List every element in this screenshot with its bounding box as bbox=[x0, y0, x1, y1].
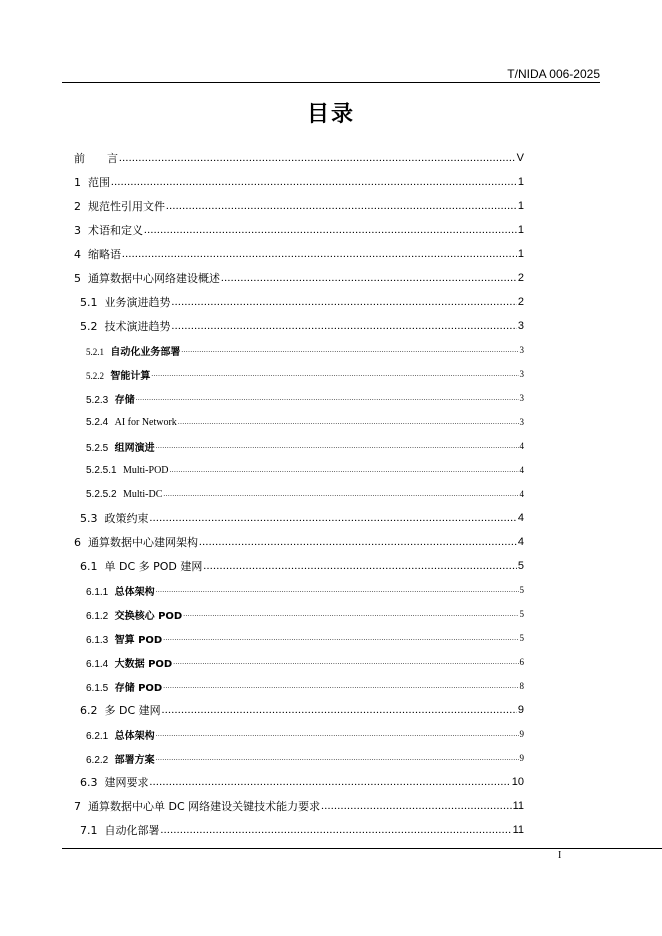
toc-entry-title bbox=[74, 246, 122, 262]
toc-entry-gap bbox=[98, 776, 105, 789]
toc-entry-number: 6.1.2 bbox=[86, 610, 109, 622]
toc-page-number: 5 bbox=[519, 609, 524, 619]
toc-entry[interactable] bbox=[74, 218, 524, 242]
toc-entry-number: 1 bbox=[74, 176, 81, 189]
toc-leader-dots bbox=[119, 153, 516, 163]
toc-entry-number: 6.1.1 bbox=[86, 586, 109, 598]
page-header-id: T/NIDA 006-2025 bbox=[507, 67, 600, 81]
toc-page-number: 5 bbox=[519, 633, 524, 643]
toc-entry-title bbox=[74, 174, 111, 190]
toc-leader-dots bbox=[181, 345, 518, 355]
toc-entry[interactable] bbox=[74, 770, 524, 794]
toc-entry[interactable] bbox=[74, 650, 524, 674]
footer-page-number: I bbox=[558, 850, 562, 861]
toc-page-number: 3 bbox=[519, 393, 524, 403]
toc-entry[interactable] bbox=[74, 434, 524, 458]
toc-entry-label: 自动化业务部署 bbox=[110, 346, 181, 358]
toc-leader-dots bbox=[321, 801, 511, 811]
toc-entry[interactable] bbox=[74, 578, 524, 602]
toc-page-number: 4 bbox=[517, 536, 524, 548]
toc-entry-label: 政策约束 bbox=[104, 512, 149, 525]
toc-entry[interactable] bbox=[74, 746, 524, 770]
toc-entry-title bbox=[86, 465, 170, 476]
toc-page-number: 11 bbox=[512, 800, 524, 812]
toc-page-number: 3 bbox=[519, 417, 524, 427]
toc-page-number: 6 bbox=[519, 657, 524, 667]
toc-entry-title bbox=[86, 583, 156, 598]
toc-entry[interactable] bbox=[74, 698, 524, 722]
toc-entry[interactable] bbox=[74, 290, 524, 314]
toc-entry-number: 5.2.5.2 bbox=[86, 488, 117, 500]
toc-entry-number: 5.2.4 bbox=[86, 416, 109, 428]
toc-entry[interactable] bbox=[74, 314, 524, 338]
toc-entry-label: 智算 POD bbox=[114, 634, 163, 646]
toc-leader-dots bbox=[183, 609, 518, 619]
toc-entry[interactable] bbox=[74, 146, 524, 170]
toc-entry-label: Multi-POD bbox=[122, 464, 169, 476]
toc-entry-title bbox=[86, 655, 173, 670]
toc-entry-gap bbox=[98, 296, 105, 309]
toc-entry[interactable] bbox=[74, 266, 524, 290]
toc-page-number: 4 bbox=[519, 489, 524, 499]
toc-entry-title bbox=[86, 417, 178, 428]
toc-entry-number: 5 bbox=[74, 272, 81, 285]
toc-entry[interactable] bbox=[74, 794, 524, 818]
toc-entry-title bbox=[80, 558, 203, 574]
toc-leader-dots bbox=[144, 225, 517, 235]
toc-entry-number: 5.2.1 bbox=[86, 346, 104, 357]
toc-entry-title bbox=[74, 150, 119, 166]
toc-entry[interactable] bbox=[74, 338, 524, 362]
toc-entry-title bbox=[74, 534, 199, 550]
toc-entry-title bbox=[74, 270, 221, 286]
toc-entry-number: 5.2.2 bbox=[86, 370, 104, 381]
toc-page-number: 2 bbox=[517, 272, 524, 284]
toc-entry-number: 5.2.5.1 bbox=[86, 464, 117, 476]
toc-leader-dots bbox=[150, 513, 517, 523]
toc-entry-number: 5.3 bbox=[80, 512, 98, 525]
toc-entry-gap bbox=[98, 824, 105, 837]
toc-entry-label: 总体架构 bbox=[114, 586, 155, 598]
toc-page-number: 3 bbox=[519, 345, 524, 355]
toc-entry-gap bbox=[81, 224, 88, 237]
toc-entry[interactable] bbox=[74, 410, 524, 434]
toc-entry-number: 前 言 bbox=[74, 152, 118, 165]
toc-entry[interactable] bbox=[74, 362, 524, 386]
toc-entry-title bbox=[74, 222, 144, 238]
toc-leader-dots bbox=[163, 681, 518, 691]
toc-entry[interactable] bbox=[74, 818, 524, 842]
toc-entry-label: 通算数据中心网络建设概述 bbox=[88, 272, 220, 285]
toc-entry-title bbox=[80, 510, 150, 526]
toc-leader-dots bbox=[173, 657, 518, 667]
toc-page-number: 4 bbox=[519, 441, 524, 451]
toc-leader-dots bbox=[156, 441, 519, 451]
toc-entry-number: 5.2.3 bbox=[86, 394, 109, 406]
toc-entry-label: 大数据 POD bbox=[114, 658, 173, 670]
toc-page-number: 5 bbox=[519, 585, 524, 595]
toc-entry-title bbox=[74, 198, 166, 214]
toc-entry-gap bbox=[98, 560, 105, 573]
toc-entry-gap bbox=[98, 320, 105, 333]
toc-page-number: 2 bbox=[517, 296, 524, 308]
toc-entry-label: 建网要求 bbox=[104, 776, 149, 789]
toc-leader-dots bbox=[162, 705, 517, 715]
toc-entry-number: 6.1 bbox=[80, 560, 98, 573]
toc-entry-label: AI for Network bbox=[114, 416, 177, 428]
toc-entry[interactable] bbox=[74, 530, 524, 554]
toc-page-number: 10 bbox=[511, 776, 524, 788]
toc-leader-dots bbox=[111, 177, 517, 187]
toc-entry-title bbox=[86, 439, 156, 454]
toc-entry-gap bbox=[81, 200, 88, 213]
toc-page-number: 1 bbox=[517, 176, 524, 188]
toc-leader-dots bbox=[221, 273, 517, 283]
toc-entry-gap bbox=[81, 272, 88, 285]
toc-entry-label: 总体架构 bbox=[114, 730, 155, 742]
header-rule bbox=[62, 82, 600, 83]
toc-leader-dots bbox=[172, 321, 517, 331]
toc-entry[interactable] bbox=[74, 674, 524, 698]
toc-leader-dots bbox=[199, 537, 517, 547]
toc-leader-dots bbox=[156, 729, 519, 739]
toc-page-number: 9 bbox=[519, 729, 524, 739]
toc-page-number: 3 bbox=[519, 369, 524, 379]
toc-entry-label: 存储 bbox=[114, 394, 135, 406]
toc-entry-label: 术语和定义 bbox=[88, 224, 143, 237]
toc-page-number: 3 bbox=[517, 320, 524, 332]
toc-entry-title bbox=[80, 702, 162, 718]
toc-entry-title bbox=[86, 727, 156, 742]
toc-leader-dots bbox=[172, 297, 517, 307]
page-title: 目录 bbox=[306, 102, 355, 127]
table-of-contents bbox=[74, 146, 524, 842]
toc-page-number: 8 bbox=[519, 681, 524, 691]
toc-entry-gap bbox=[81, 536, 88, 549]
toc-entry-title bbox=[74, 798, 321, 814]
toc-page-number: 1 bbox=[517, 200, 524, 212]
toc-entry-title bbox=[80, 822, 161, 838]
toc-entry[interactable] bbox=[74, 506, 524, 530]
toc-entry-label: 缩略语 bbox=[88, 248, 121, 261]
toc-entry-title bbox=[86, 343, 181, 358]
toc-entry-number: 5.1 bbox=[80, 296, 98, 309]
toc-entry-number: 5.2.5 bbox=[86, 442, 109, 454]
toc-entry[interactable] bbox=[74, 602, 524, 626]
toc-entry-title bbox=[86, 631, 163, 646]
toc-leader-dots bbox=[163, 489, 518, 499]
toc-entry-number: 7 bbox=[74, 800, 81, 813]
toc-entry-number: 6.3 bbox=[80, 776, 98, 789]
toc-entry-label: Multi-DC bbox=[122, 488, 163, 500]
toc-entry-title bbox=[80, 774, 150, 790]
toc-entry-title bbox=[86, 751, 156, 766]
toc-page-number: V bbox=[516, 152, 524, 164]
toc-entry-number: 6.1.3 bbox=[86, 634, 109, 646]
toc-entry-title bbox=[86, 489, 163, 500]
toc-leader-dots bbox=[166, 201, 517, 211]
toc-entry[interactable] bbox=[74, 482, 524, 506]
toc-entry-label: 单 DC 多 POD 建网 bbox=[104, 560, 203, 573]
toc-entry-number: 4 bbox=[74, 248, 81, 261]
toc-entry[interactable] bbox=[74, 626, 524, 650]
toc-entry[interactable] bbox=[74, 242, 524, 266]
toc-entry[interactable] bbox=[74, 722, 524, 746]
toc-leader-dots bbox=[136, 393, 519, 403]
toc-page-number: 4 bbox=[517, 512, 524, 524]
toc-page-number: 4 bbox=[519, 465, 524, 475]
toc-entry-number: 6.2.2 bbox=[86, 754, 109, 766]
toc-entry-title bbox=[86, 607, 183, 622]
toc-entry-label: 部署方案 bbox=[114, 754, 155, 766]
toc-entry-label: 范围 bbox=[88, 176, 110, 189]
toc-entry-number: 2 bbox=[74, 200, 81, 213]
toc-entry-label: 组网演进 bbox=[114, 442, 155, 454]
footer-rule bbox=[62, 848, 662, 849]
toc-entry-number: 6.2.1 bbox=[86, 730, 109, 742]
toc-page-number: 1 bbox=[517, 224, 524, 236]
toc-entry-gap bbox=[81, 800, 88, 813]
toc-entry-gap bbox=[98, 704, 105, 717]
toc-page-number: 9 bbox=[517, 704, 524, 716]
toc-entry-title bbox=[86, 367, 151, 382]
toc-entry-label: 规范性引用文件 bbox=[88, 200, 165, 213]
toc-entry-title bbox=[86, 391, 136, 406]
toc-entry[interactable] bbox=[74, 554, 524, 578]
toc-entry-title bbox=[80, 294, 172, 310]
toc-entry-label: 交换核心 POD bbox=[114, 610, 183, 622]
toc-entry-label: 业务演进趋势 bbox=[104, 296, 171, 309]
toc-entry-label: 技术演进趋势 bbox=[104, 320, 171, 333]
toc-entry[interactable] bbox=[74, 170, 524, 194]
toc-leader-dots bbox=[150, 777, 511, 787]
toc-entry-gap bbox=[98, 512, 105, 525]
toc-leader-dots bbox=[156, 753, 519, 763]
toc-entry-number: 6 bbox=[74, 536, 81, 549]
toc-entry-label: 通算数据中心单 DC 网络建设关键技术能力要求 bbox=[88, 800, 321, 813]
toc-entry-gap bbox=[81, 176, 88, 189]
toc-page-number: 9 bbox=[519, 753, 524, 763]
toc-page-number: 1 bbox=[517, 248, 524, 260]
toc-entry-label: 智能计算 bbox=[110, 370, 151, 382]
toc-page-number: 5 bbox=[517, 560, 524, 572]
toc-entry-number: 7.1 bbox=[80, 824, 98, 837]
toc-entry[interactable] bbox=[74, 458, 524, 482]
toc-entry-number: 6.2 bbox=[80, 704, 98, 717]
toc-leader-dots bbox=[203, 561, 516, 571]
toc-entry-number: 6.1.5 bbox=[86, 682, 109, 694]
toc-entry-label: 多 DC 建网 bbox=[104, 704, 161, 717]
toc-page-number: 11 bbox=[512, 824, 524, 836]
toc-entry[interactable] bbox=[74, 386, 524, 410]
toc-entry-number: 6.1.4 bbox=[86, 658, 109, 670]
toc-entry-label: 自动化部署 bbox=[104, 824, 160, 837]
toc-leader-dots bbox=[122, 249, 517, 259]
toc-entry-label: 存储 POD bbox=[114, 682, 163, 694]
toc-leader-dots bbox=[170, 465, 519, 475]
toc-leader-dots bbox=[178, 417, 519, 427]
toc-leader-dots bbox=[151, 369, 518, 379]
toc-leader-dots bbox=[156, 585, 519, 595]
toc-leader-dots bbox=[161, 825, 512, 835]
toc-entry-number: 5.2 bbox=[80, 320, 98, 333]
toc-entry-number: 3 bbox=[74, 224, 81, 237]
toc-entry-label: 通算数据中心建网架构 bbox=[88, 536, 198, 549]
toc-entry-title bbox=[86, 679, 163, 694]
toc-entry[interactable] bbox=[74, 194, 524, 218]
toc-entry-gap bbox=[81, 248, 88, 261]
toc-leader-dots bbox=[163, 633, 518, 643]
toc-entry-title bbox=[80, 318, 172, 334]
